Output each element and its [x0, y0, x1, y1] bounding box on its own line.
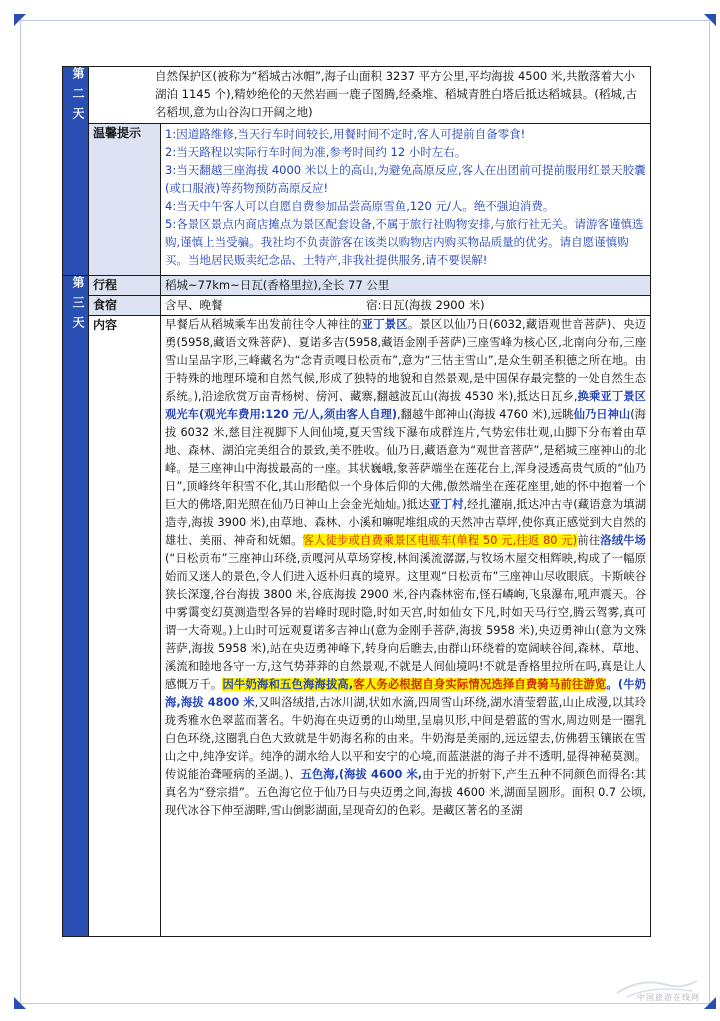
day2-intro-cell	[89, 67, 651, 124]
scenic-name-xiannairi: 仙乃日神山	[573, 408, 631, 421]
electric-car-fee-highlight: 客人徒步或自费乘景区电瓶车(单程 50 元,往返 80 元)	[302, 534, 578, 547]
corner-decoration	[14, 997, 26, 1009]
content-text: 。	[606, 678, 618, 691]
meals-label: 食宿	[89, 296, 161, 316]
content-text: 早餐后从稻城乘车出发前往令人神往的	[165, 318, 362, 331]
altitude-warning-highlight: 因牛奶海和五色海海拔高,	[222, 678, 354, 691]
tips-cell	[161, 124, 651, 276]
stay-value: 宿:日瓦(海拔 2900 米)	[366, 298, 485, 312]
content-text: (海拔 6032 米,慈目注视脚下人间仙境,夏天雪线下瀑布成群连片,气势宏伟壮观,山脚下分布着由草地、森林、湖泊完美组合的景致,美不胜收。仙乃日,藏语意为“观世音菩萨”,是稻城三座神山的北峰。是三座神山中海拔最高的一座。其状巍峨,象菩萨端坐在莲花台上,浑身浸透高贵气质的“仙乃日”,顶峰终年积雪不化,其山形酷似一个身体后仰的大佛,傲然端坐在莲花座里,她的怀中抱着一个巨大的佛塔,阳光照在仙乃日神山上会金光灿灿。)抵达	[165, 408, 646, 511]
day2-tips-row	[63, 124, 651, 276]
day2-intro-text: 自然保护区(被称为“稻城古冰帽”,海子山面积 3237 平方公里,平均海拔 4500 米,共散落着大小湖泊 1145 个),精妙绝伦的天然岩画一鹿子图腾,经桑堆、稻城青胜白塔后抵达稻城县。(稻城,古名稻坝,意为山谷沟口开阔之地)	[155, 69, 638, 119]
content-text: 。景区以仙乃日(6032,藏语观世音菩萨)、央迈勇(5958,藏语文殊菩萨)、夏诺多吉(5958,藏语金刚手菩萨)三座雪峰为核心区,北南向分布,三座雪山呈品字形,三峰藏名为“念青贡嘎日松贡布”,意为“三怙主雪山”,是众生朝圣积德之所在地。由于特殊的地理环境和自然气候,形成了独特的地貌和自然景观,是中国保存最完整的一处自然生态系统。),沿途欣赏万亩青杨树、傍河、藏寨,翻越波瓦山(海拔 4530 米),抵达日瓦乡,	[165, 318, 646, 403]
scenic-name-luorong: 洛绒牛场	[600, 534, 646, 547]
tip-item: 4:当天中午客人可以自愿自费参加品尝高原雪鱼,120 元/人。绝不强迫消费。	[165, 199, 555, 213]
tip-item: 5:各景区景点内商店摊点为景区配套设备,不属于旅行社购物安排,与旅行社无关。请游客谨慎选购,谨慎上当受骗。我社均不负责游客在该类以购物店内购买物品质量的优劣。请自愿谨慎购买。当地居民贩卖纪念品、土特产,非我社提供服务,请不要误解!	[165, 217, 644, 267]
day3-label-text: 第三天	[71, 276, 85, 336]
itinerary-table	[62, 66, 651, 937]
corner-decoration	[14, 14, 26, 26]
itinerary-value: 稻城~77km~日瓦(香格里拉),全长 77 公里	[161, 276, 651, 296]
shuttle-bus-notice: 换乘亚丁景区观光车(观光车费用:120 元/人,须由客人自理)	[165, 390, 646, 421]
content-text: 前往	[577, 534, 601, 547]
day2-label-text: 第二天	[71, 67, 85, 127]
corner-decoration	[704, 997, 716, 1009]
tip-item: 3:当天翻越三座海拔 4000 米以上的高山,为避免高原反应,客人在出团前可提前服用红景天胶囊(或口服液)等药物预防高原反应!	[165, 163, 646, 195]
meals-value: 含早、晚餐	[165, 298, 223, 312]
content-text: ,经扎灌崩,抵达冲古寺(藏语意为填湖造寺,海拔 3900 米),由草地、森林、小溪和嘛呢堆组成的天然冲古草坪,使你真正感觉到大自然的雄壮、美丽、神奇和妩媚。	[165, 498, 646, 547]
day3-label	[63, 276, 89, 937]
tip-item: 2:当天路程以实际行车时间为准,参考时间约 12 小时左右。	[165, 145, 467, 159]
content-label: 内容	[89, 316, 161, 937]
content-text: ,翻越牛郎神山(海拔 4760 米),远眺	[397, 408, 574, 421]
scenic-name-milk-lake: (牛奶海,海拔 4800 米	[165, 678, 646, 709]
day3-content-row	[63, 316, 651, 937]
meals-cell	[161, 296, 651, 316]
scenic-name-yading: 亚丁景区	[361, 318, 408, 331]
corner-decoration	[704, 14, 716, 26]
scenic-name-five-color-lake: 五色海,(海拔 4600 米,	[300, 768, 423, 781]
day2-intro-row	[63, 67, 651, 124]
content-text: (“日松贡布”三座神山环绕,贡嘎河从草场穿梭,林间溪流潺潺,与牧场木屋交相辉映,构成了一幅原始而又迷人的景色,令人们进入返朴归真的境界。这里观“日松贡布”三座神山尽收眼底。卡斯峡谷狭长深邃,谷台海拔 3800 米,谷底海拔 2900 米,谷内森林密布,怪石嶙峋,飞泉瀑布,吼声震天。谷中雾霭变幻莫测造型各异的岩峰时现时隐,时如天宫,时如仙女下凡,时如天马行空,腾云驾雾,真可谓一大奇观。)上山时可远观夏诺多吉神山(意为金刚手菩萨,海拔 5958 米),央迈勇神山(意为文殊菩萨,海拔 5958 米),站在央迈勇神峰下,转身向后瞧去,由群山环绕着的宽阔峡谷间,森林、草地、溪流和睦地各守一方,这气势莽莽的自然景观,不就是人间仙境吗!不就是香格里拉所在吗,真是让人感慨万千。	[165, 552, 646, 691]
itinerary-label: 行程	[89, 276, 161, 296]
horse-riding-highlight: 客人务必根据自身实际情况选择自费骑马前往游览	[353, 678, 607, 691]
content-cell	[161, 316, 651, 937]
content-text: 由于光的折射下,产生五种不同颜色而得名:其真名为“登宗措”。五色海它位于仙乃日与央迈勇之间,海拔 4600 米,湖面呈圆形。面积 0.7 公顷,现代冰谷下伸至湖畔,雪山倒影湖面,呈现奇幻的色彩。是藏区著名的圣湖	[165, 768, 646, 817]
tip-item: 1:因道路维修,当天行车时间较长,用餐时间不定时,客人可提前自备零食!	[165, 127, 526, 141]
tips-label: 温馨提示	[89, 124, 161, 276]
scenic-name-yading-village: 亚丁村	[429, 498, 464, 511]
watermark-text: 中国旅游在线网	[637, 993, 700, 1002]
day2-label	[63, 67, 89, 276]
content-text: ,又叫洛绒措,古冰川湖,状如水滴,四周雪山环绕,湖水清莹碧蓝,山止成漫,以其玲珑秀雅水色翠蓝而著名。牛奶海在央迈勇的山坳里,呈扇贝形,中间是碧蓝的雪水,周边则是一圈乳白色环绕,这圈乳白色大致就是牛奶海名称的由来。牛奶海是美丽的,远远望去,仿佛碧玉镶嵌在雪山之中,纯净安详。纯净的湖水给人以平和安宁的心境,而蓝湛湛的海子并不透明,显得神秘莫测。传说能治聋哑病的圣湖。)、	[165, 696, 646, 781]
day3-meals-row	[63, 296, 651, 316]
day3-itinerary-row	[63, 276, 651, 296]
